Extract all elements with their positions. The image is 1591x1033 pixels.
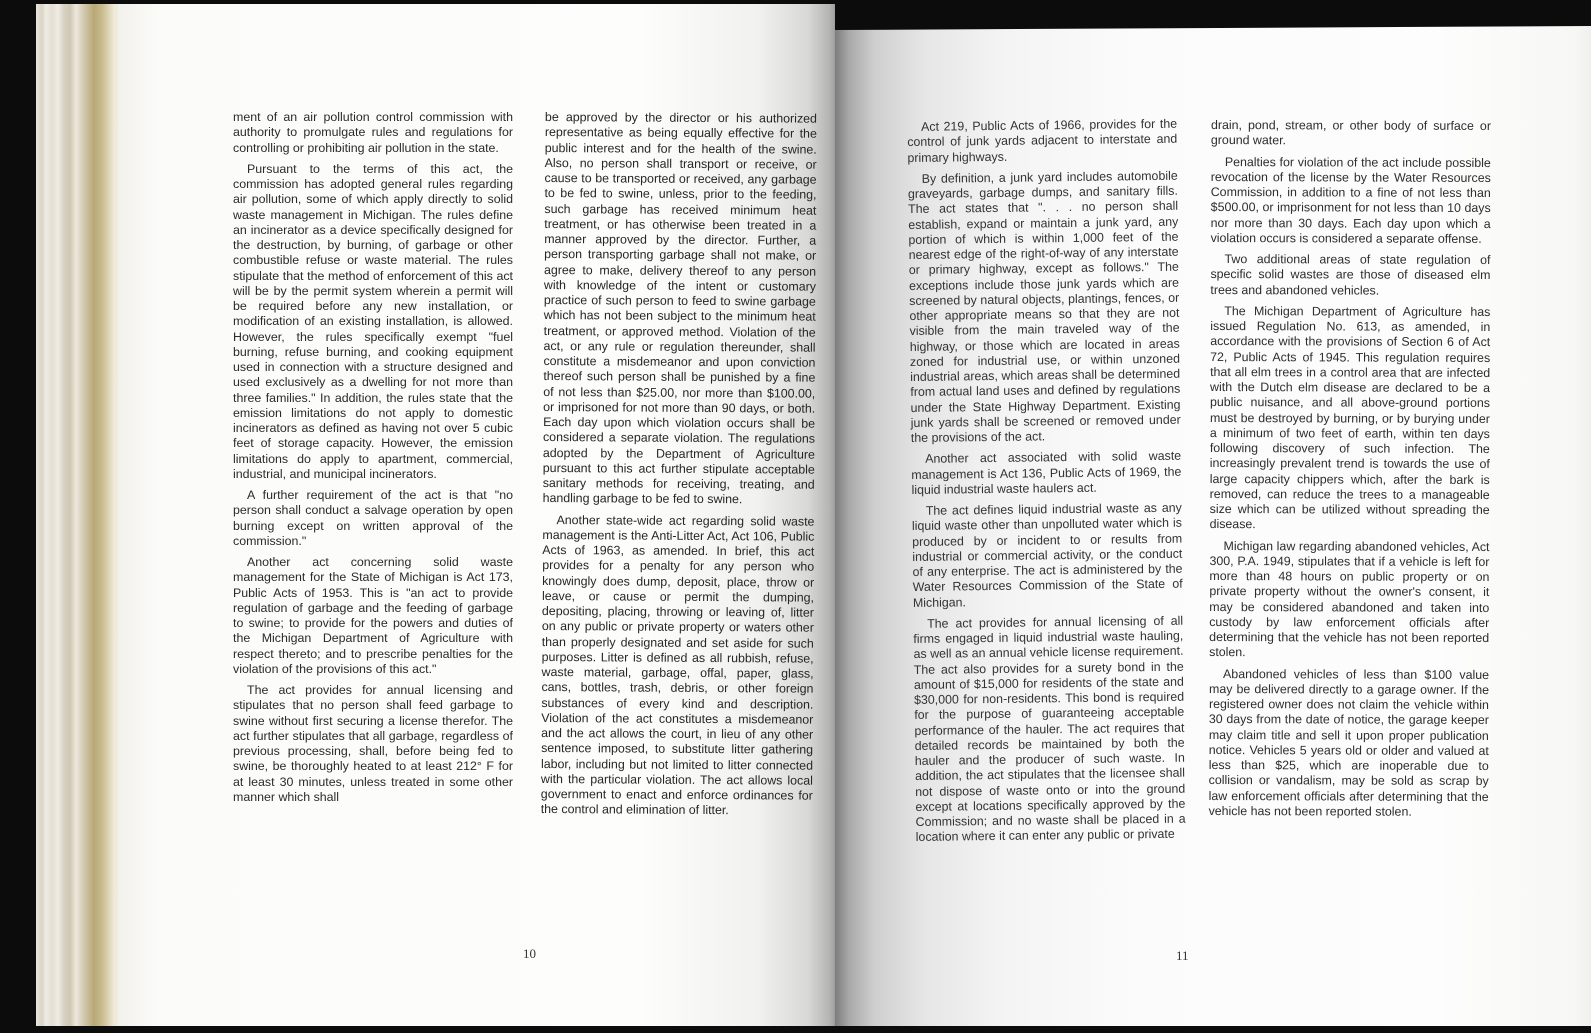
paragraph: A further requirement of the act is that "no person shall conduct a salvage operation by open burning except on written approval of the commission." [233, 488, 513, 548]
paragraph: ment of an air pollution control commission with authority to promulgate rules and regulations for controlling or prohibiting air pollution in the state. [233, 110, 513, 155]
paragraph: By definition, a junk yard includes automobile graveyards, garbage dumps, and sanitary fills. The act states that ". . . no person shall establish, expand or maintain a junk yard, any portion of which is within 1,000 feet of the nearest edge of the right-of-way of any interstate or primary highway, except as follows." The exceptions include those junk yards which are screened by natural objects, plantings, fences, or other appropriate means so that they are not visible from the main traveled way of the highway, or those which are located in areas zoned for industrial use, or within unzoned industrial areas, which areas shall be determined from actual land uses and defined by regulations under the State Highway Department. Existing junk yards shall be screened or removed under the provisions of the act. [907, 168, 1181, 445]
paragraph: The act provides for annual licensing and stipulates that no person shall feed garbage to swine without first securing a license therefor. The act further stipulates that all garbage, regardless of previous processing, shall, before being fed to swine, be thoroughly heated to at least 212° F for at least 30 minutes, unless treated in some other manner which shall [233, 683, 513, 804]
paragraph: Two additional areas of state regulation of specific solid wastes are those of diseased elm trees and abandoned vehicles. [1210, 252, 1491, 298]
paragraph: The act provides for annual licensing of all firms engaged in liquid industrial waste hauling, as well as an annual vehicle license requirement. The act also provides for a surety bond in the amount of $15,000 for residents of the state and $30,000 for non-residents. This bond is required for the purpose of guaranteeing acceptable performance of the hauler. The act requires that detailed records be maintained by both the hauler and the producer of such waste. In addition, the act stipulates that the licensee shall not dispose of waste onto or into the ground except at locations specifically approved by the Commission; and no waste shall be placed in a location where it can enter any public or private [913, 613, 1186, 845]
paragraph: be approved by the director or his authorized representative as being equally effective for the public interest and for the health of the swine. Also, no person shall transport or receive, or cause to be transported or received, any garbage to be fed to swine, unless, prior to the feeding, such garbage has received minimum heat treatment, or has otherwise been treated in a manner approved by the director. Further, a person transporting garbage shall not make, or agree to make, delivery thereof to any person with knowledge of the intent or customary practice of such person to feed to swine garbage which has not been subject to the minimum heat treatment, or approved method. Violation of the act, or any rule or regulation thereunder, shall constitute a misdemeanor and upon conviction thereof such person shall be punished by a fine of not less than $25.00, nor more than $100.00, or imprisoned for not more than 90 days, or both. Each day upon which violation occurs shall be considered a separate violation. The regulations adopted by the Department of Agriculture pursuant to this act further stipulate acceptable sanitary methods for receiving, treating, and handling garbage to be fed to swine. [542, 110, 817, 507]
paragraph: The Michigan Department of Agriculture has issued Regulation No. 613, as amended, in accordance with the provisions of Section 6 of Act 72, Public Acts of 1945. This regulation requires that all elm trees in a control area that are infected with the Dutch elm disease are declared to be a public nuisance, and all above-ground portions must be destroyed by burning, or by burying under a minimum of two feet of earth, within ten days following discovery of such infection. The increasingly prevalent trend is towards the use of large capacity chippers which, after the bark is removed, can reduce the trees to a manageable size which can be utilized without spreading the disease. [1209, 303, 1491, 532]
paragraph: Another state-wide act regarding solid waste management is the Anti-Litter Act, Act 106, Public Acts of 1963, as amended. In brief, this act provides for a penalty for any person who knowingly does dump, deposit, place, throw or leave, or cause or permit the dumping, depositing, placing, throwing or leaving of, litter on any public or private property or waters other than properly designated and set aside for such purposes. Litter is defined as all rubbish, refuse, waste material, garbage, offal, paper, glass, cans, bottles, trash, debris, or other foreign substances of every kind and description. Violation of the act constitutes a misdemeanor and the act allows the court, in lieu of any other sentence imposed, to substitute litter gathering labor, including but not limited to litter connected with the particular violation. The act allows local government to enact and enforce ordinances for the control and elimination of litter. [540, 512, 815, 818]
left-page-column-2 [541, 110, 817, 825]
right-page-column-1 [907, 117, 1186, 852]
paragraph: Pursuant to the terms of this act, the commission has adopted general rules regarding air pollution, some of which apply directly to solid waste management in Michigan. The rules define an incinerator as a device specifically designed for the destruction, by burning, of garbage or other combustible refuse or waste material. The rules stipulate that the method of enforcement of this act will be by the permit system wherein a permit will be required before any new installation, or modification of an existing installation, is allowed. However, the rules specifically exempt "fuel burning, refuse burning, and cooking equipment used in connection with a structure designed and used exclusively as a dwelling for not more than three families." In addition, the rules state that the emission limitations do not apply to domestic incinerators as defined as having not over 5 cubic feet of storage capacity. However, the emission limitations do apply to apartment, commercial, industrial, and municipal incinerators. [233, 161, 513, 481]
left-page-column-1 [233, 110, 513, 811]
paragraph: Michigan law regarding abandoned vehicles, Act 300, P.A. 1949, stipulates that if a vehicle is left for more than 48 hours on public property or on private property without the owner's consent, it may be considered abandoned and taken into custody by law enforcement officials after determining that the vehicle has not been reported stolen. [1209, 538, 1490, 660]
paragraph: Abandoned vehicles of less than $100 value may be delivered directly to a garage owner. If the registered owner does not claim the vehicle within 30 days from the date of notice, the garage keeper may claim title and sell it upon proper publication notice. Vehicles 5 years old or older and valued at less than $25, which are inoperable due to collision or vandalism, may be sold as scrap by law enforcement officials after determining that the vehicle has not been reported stolen. [1208, 666, 1490, 819]
paragraph: Another act associated with solid waste management is Act 136, Public Acts of 1969, the liquid industrial waste haulers act. [911, 448, 1182, 497]
paragraph: drain, pond, stream, or other body of surface or ground water. [1210, 118, 1491, 148]
paragraph: Another act concerning solid waste management for the State of Michigan is Act 173, Public Acts of 1953. This is "an act to provide regulation of garbage and the feeding of garbage to swine; to provide for the powers and duties of the Michigan Department of Agriculture with respect thereto; and to prescribe penalties for the violation of the provisions of this act." [233, 555, 513, 676]
paragraph: Penalties for violation of the act include possible revocation of the license by the Water Resources Commission, in addition to a fine of not less than $500.00, or imprisonment for not less than 10 days nor more than 30 days. Each day upon which a violation occurs is considered a separate offense. [1210, 154, 1491, 246]
paragraph: Act 219, Public Acts of 1966, provides for the control of junk yards adjacent to interstate and primary highways. [907, 116, 1178, 165]
page-number: 11 [1176, 948, 1189, 963]
right-page-column-2 [1209, 118, 1491, 826]
paragraph: The act defines liquid industrial waste as any liquid waste other than unpolluted water which is produced by or incident to or results from industrial or commercial activity, or the conduct of any enterprise. The act is administered by the Water Resources Commission of the State of Michigan. [911, 500, 1183, 610]
page-number: 10 [523, 946, 536, 961]
